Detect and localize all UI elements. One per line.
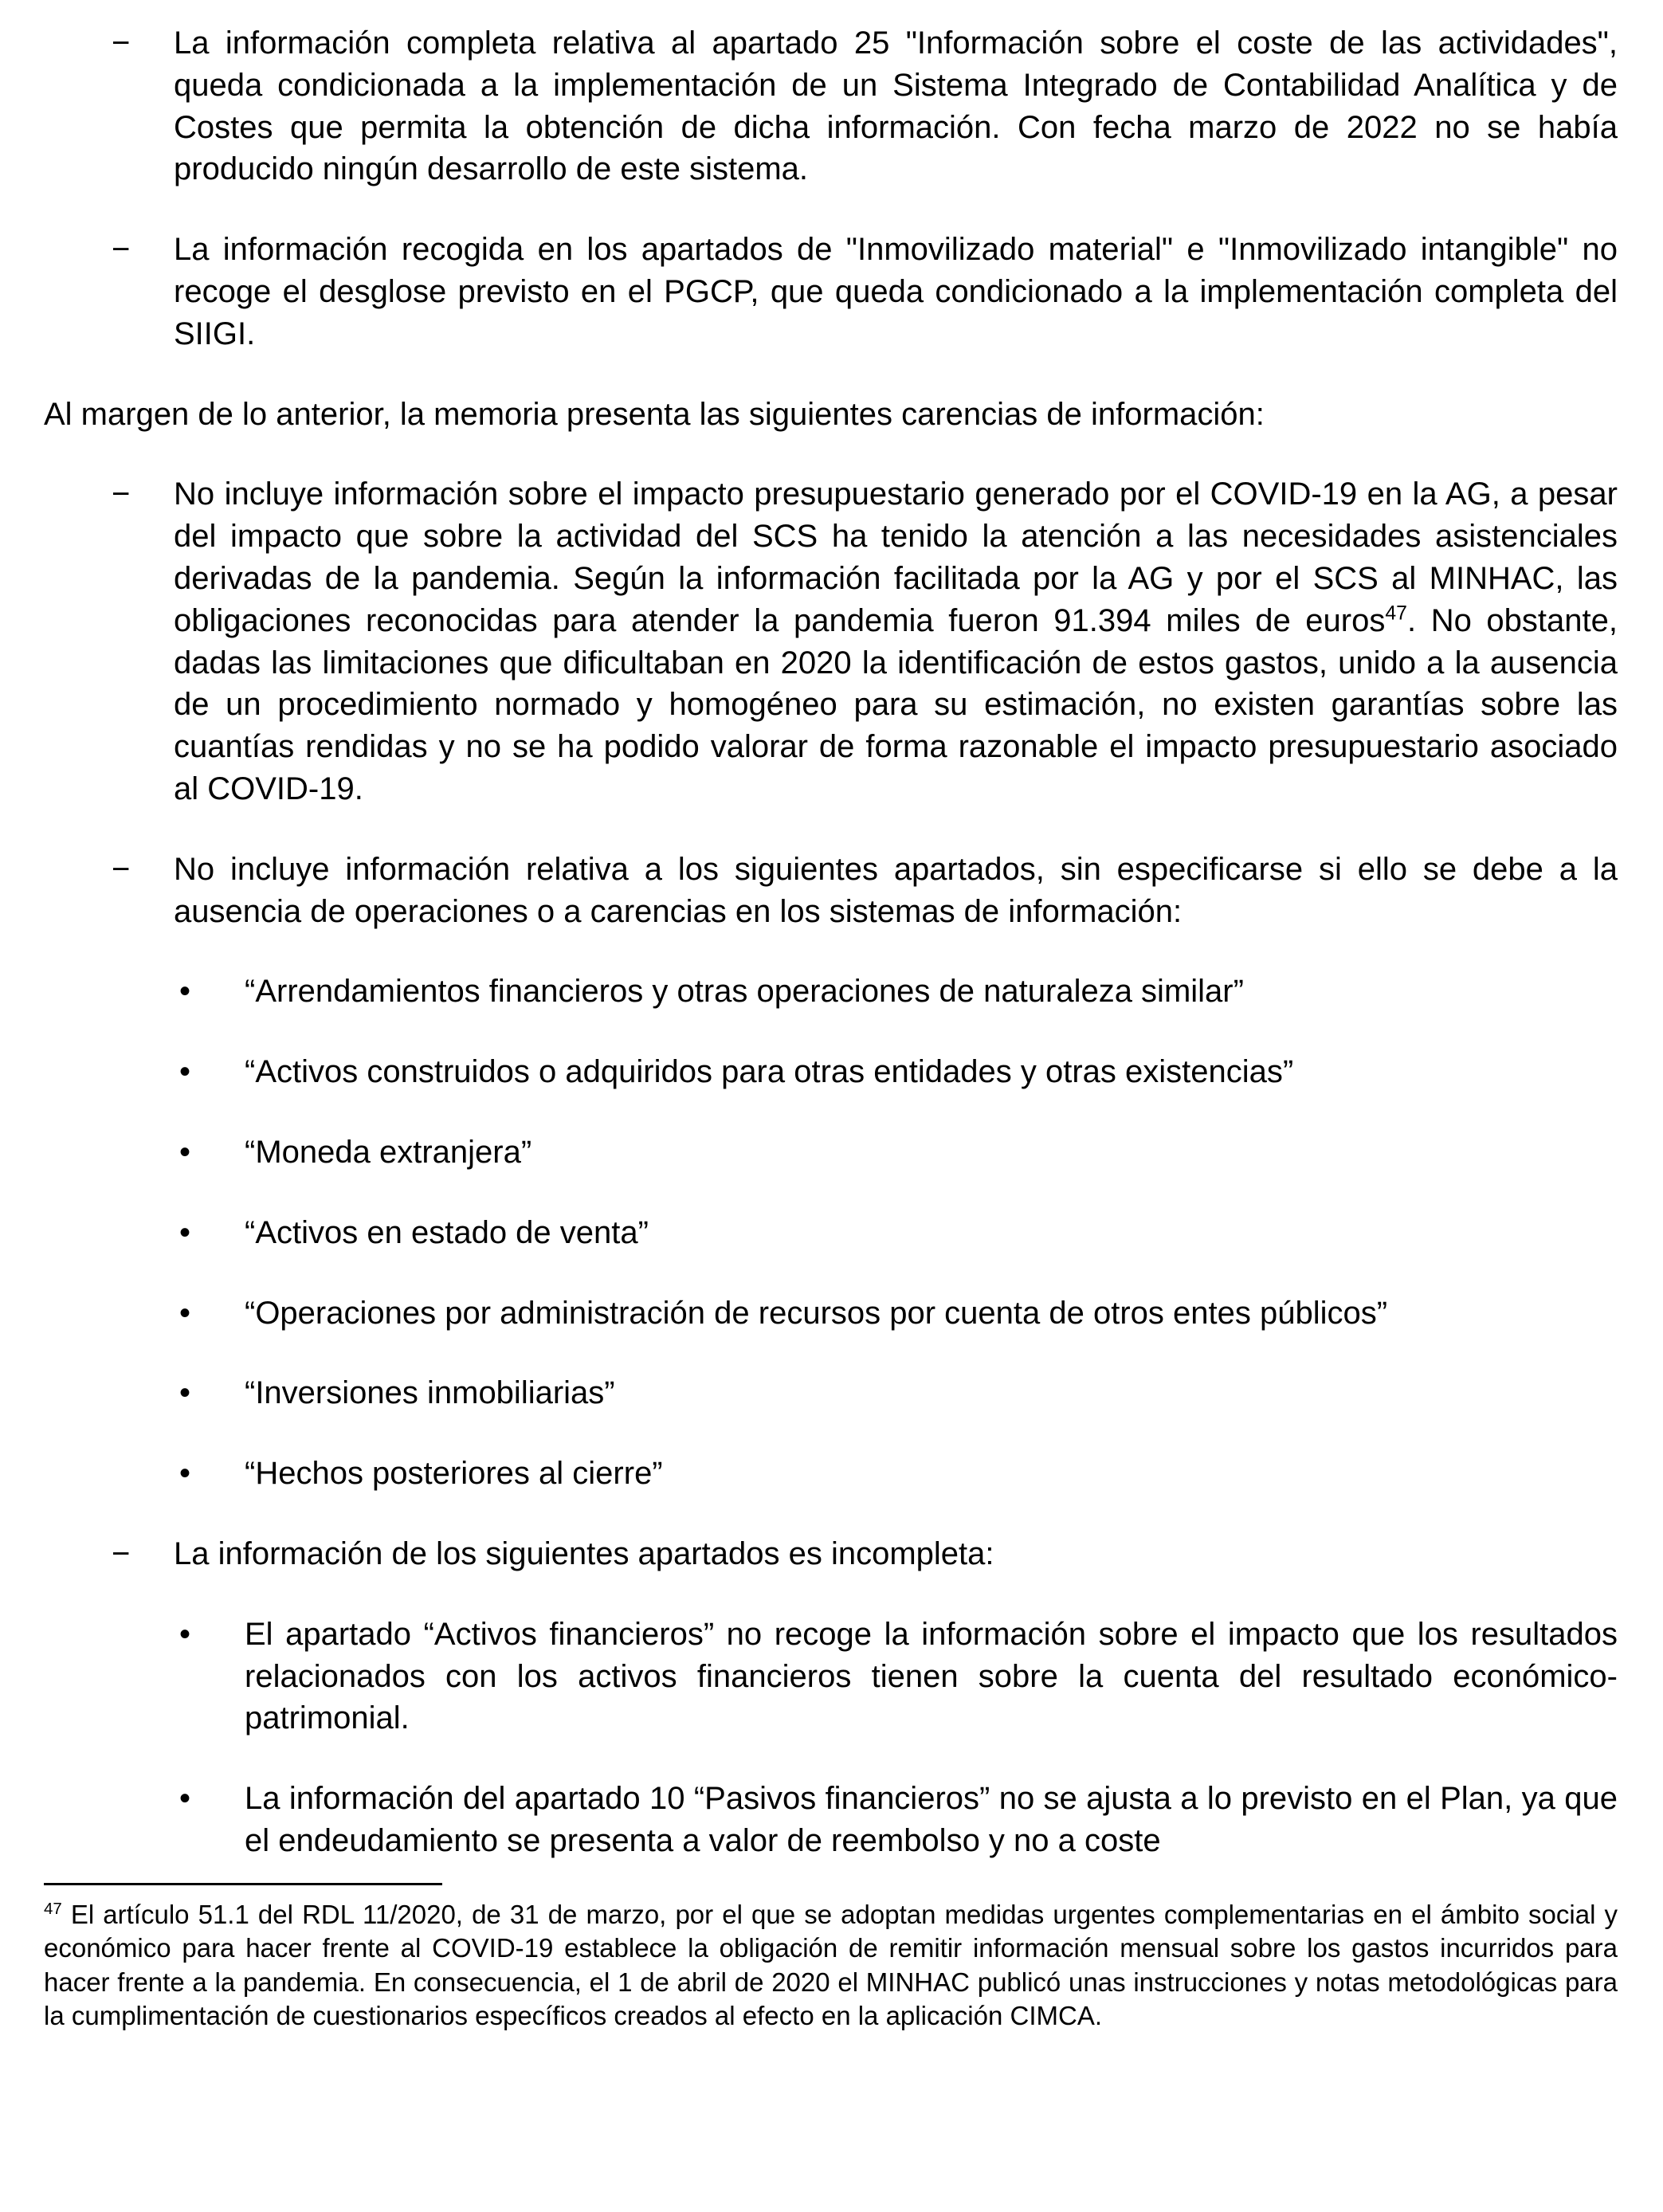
incomplete-detail-text: La información del apartado 10 “Pasivos financieros” no se ajusta a lo previsto en el Plan, ya que el endeudamiento se presenta a valor de reembolso y no a coste <box>245 1781 1618 1858</box>
bullet-marker: • <box>179 1295 191 1331</box>
footnote-separator <box>44 1883 442 1885</box>
incomplete-info-item <box>112 1533 1618 1575</box>
remark-text: La información recogida en los apartados de "Inmovilizado material" e "Inmovilizado intangible" no recoge el desglose previsto en el PGCP, que queda condicionado a la implementación completa del SIIGI. <box>174 232 1618 351</box>
footnote-text: El artículo 51.1 del RDL 11/2020, de 31 de marzo, por el que se adoptan medidas urgentes complementarias en el ámbito social y económico para hacer frente al COVID-19 establece la obligación de remitir información mensual sobre los gastos incurridos para hacer frente a la pandemia. En consecuencia, el 1 de abril de 2020 el MINHAC publicó unas instrucciones y notas metodológicas para la cumplimentación de cuestionarios específicos creados al efecto en la aplicación CIMCA. <box>44 1899 1618 2031</box>
missing-section-item <box>179 1051 1618 1093</box>
bullet-marker: • <box>179 1456 191 1492</box>
missing-section-item <box>179 1372 1618 1414</box>
footnote-ref: 47 <box>1385 602 1407 625</box>
missing-section-item <box>179 1292 1618 1335</box>
missing-section-item <box>179 971 1618 1013</box>
bullet-marker: • <box>179 1214 191 1250</box>
missing-section-text: “Moneda extranjera” <box>245 1134 532 1170</box>
dash-marker: − <box>112 25 131 61</box>
missing-section-text: “Operaciones por administración de recursos por cuenta de otros entes públicos” <box>245 1295 1388 1331</box>
missing-section-text: “Inversiones inmobiliarias” <box>245 1375 615 1411</box>
missing-section-text: “Activos construidos o adquiridos para otras entidades y otras existencias” <box>245 1054 1294 1090</box>
missing-section-text: “Hechos posteriores al cierre” <box>245 1456 663 1492</box>
missing-section-item <box>179 1212 1618 1254</box>
covid-text-after-ref: . No obstante, dadas las limitaciones que dificultaban en 2020 la identificación de estos gastos, unido a la ausencia de un procedimiento normado y homogéneo para su estimación, no existen garantías sobre las cuantías rendidas y no se ha podido valorar de forma razonable el impacto presupuestario asociado al COVID-19. <box>174 602 1618 806</box>
bullet-marker: • <box>179 1616 191 1652</box>
dash-marker: − <box>112 232 131 268</box>
remark-text <box>174 473 1618 810</box>
incomplete-detail-text: El apartado “Activos financieros” no recoge la información sobre el impacto que los resultados relacionados con los activos financieros tienen sobre la cuenta del resultado económico-patrimonial. <box>245 1616 1618 1736</box>
footnote-number: 47 <box>44 1899 62 1918</box>
missing-section-item <box>179 1453 1618 1495</box>
bullet-marker: • <box>179 974 191 1010</box>
dash-marker: − <box>112 1535 131 1571</box>
bullet-marker: • <box>179 1134 191 1170</box>
incomplete-detail-item <box>179 1778 1618 1862</box>
missing-section-text: “Activos en estado de venta” <box>245 1214 649 1250</box>
remark-item <box>112 22 1618 190</box>
footnote <box>44 1898 1618 2034</box>
remark-item <box>112 229 1618 355</box>
remark-text: La información de los siguientes apartados es incompleta: <box>174 1535 994 1571</box>
covid-text-before-ref: No incluye información sobre el impacto presupuestario generado por el COVID-19 en la AG, a pesar del impacto que sobre la actividad del SCS ha tenido la atención a las necesidades asistenciales derivadas de la pandemia. Según la información facilitada por la AG y por el SCS al MINHAC, las obligaciones reconocidas para atender la pandemia fueron 91.394 miles de euros <box>174 477 1618 638</box>
remark-text: La información completa relativa al apartado 25 "Información sobre el coste de las actividades", queda condicionada a la implementación de un Sistema Integrado de Contabilidad Analítica y de Costes que permita la obtención de dicha información. Con fecha marzo de 2022 no se había producido ningún desarrollo de este sistema. <box>174 25 1618 187</box>
dash-marker: − <box>112 851 131 887</box>
intro-paragraph: Al margen de lo anterior, la memoria presenta las siguientes carencias de información: <box>44 396 1265 432</box>
dash-marker: − <box>112 477 131 512</box>
incomplete-detail-item <box>179 1614 1618 1739</box>
covid-impact-item <box>112 473 1618 810</box>
bullet-marker: • <box>179 1781 191 1817</box>
missing-info-item <box>112 849 1618 933</box>
bullet-marker: • <box>179 1375 191 1411</box>
bullet-marker: • <box>179 1054 191 1090</box>
remark-text: No incluye información relativa a los siguientes apartados, sin especificarse si ello se debe a la ausencia de operaciones o a carencias en los sistemas de información: <box>174 851 1618 929</box>
missing-section-text: “Arrendamientos financieros y otras operaciones de naturaleza similar” <box>245 974 1244 1010</box>
missing-section-item <box>179 1131 1618 1174</box>
